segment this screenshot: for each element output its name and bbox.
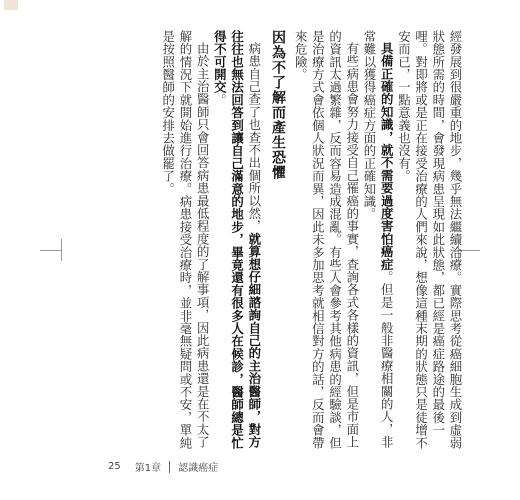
paragraph-1: 經發展到很嚴重的地步，幾乎無法繼續治療。實際思考從癌細胞生成到虛弱狀態所需的時間，會發現病患呈現如此狀態，都已經是癌症路途的最後一哩。對即將或是正在接受治療的人們來說，想像這種末期的狀態只是徒增不安而已，一點意義也沒有。 bbox=[396, 30, 463, 450]
page-number: 25 bbox=[108, 461, 121, 472]
paragraph-4-suffix: 。 bbox=[212, 93, 228, 107]
paragraph-3: 有些病患會努力接受自己罹癌的事實，查詢各式各樣的資訊，但是市面上的資訊太過繁雜，反而容易造成混亂。有些人會參考其他病患的經驗談，但是治療方式會依個人狀況而異，因此未多加思考就相信對方的話，反而會帶來危險。 bbox=[293, 30, 360, 450]
paragraph-2 bbox=[361, 30, 395, 450]
page-footer bbox=[108, 459, 218, 474]
paragraph-2-suffix: 。但是一般非醫療相關的人，非常難以獲得癌症方面的正確知識。 bbox=[361, 30, 395, 449]
section-heading: 因為不了解而產生恐懼 bbox=[269, 30, 286, 180]
crop-mark-left-vertical bbox=[61, 239, 62, 261]
footer-divider bbox=[169, 461, 170, 473]
paragraph-5: 由於主治醫師只會回答病患最低程度的了解事項，因此病患還是在不太了解的情況下就開始進行治療。病患接受治療時，並非毫無疑問或不安，單純是按照醫師的安排去做罷了。 bbox=[160, 30, 211, 450]
paragraph-4-prefix: 病患自己查了也查不出個所以然， bbox=[246, 42, 262, 233]
chapter-label: 第1章 bbox=[134, 463, 162, 474]
crop-mark-left bbox=[40, 250, 62, 251]
paragraph-4 bbox=[211, 30, 263, 450]
paragraph-4-bold: 就算想仔細諮詢自己的主治醫師，對方往往也無法回答到讓自己滿意的地步，畢竟還有很多人在候診，醫師總是忙得不可開交 bbox=[212, 30, 262, 450]
vertical-body-text bbox=[160, 30, 464, 450]
chapter-title: 認識癌症 bbox=[178, 463, 219, 474]
corner-color-mark bbox=[4, 0, 18, 10]
paragraph-2-bold: 具備正確的知識，就不需要過度害怕癌症 bbox=[379, 42, 395, 271]
